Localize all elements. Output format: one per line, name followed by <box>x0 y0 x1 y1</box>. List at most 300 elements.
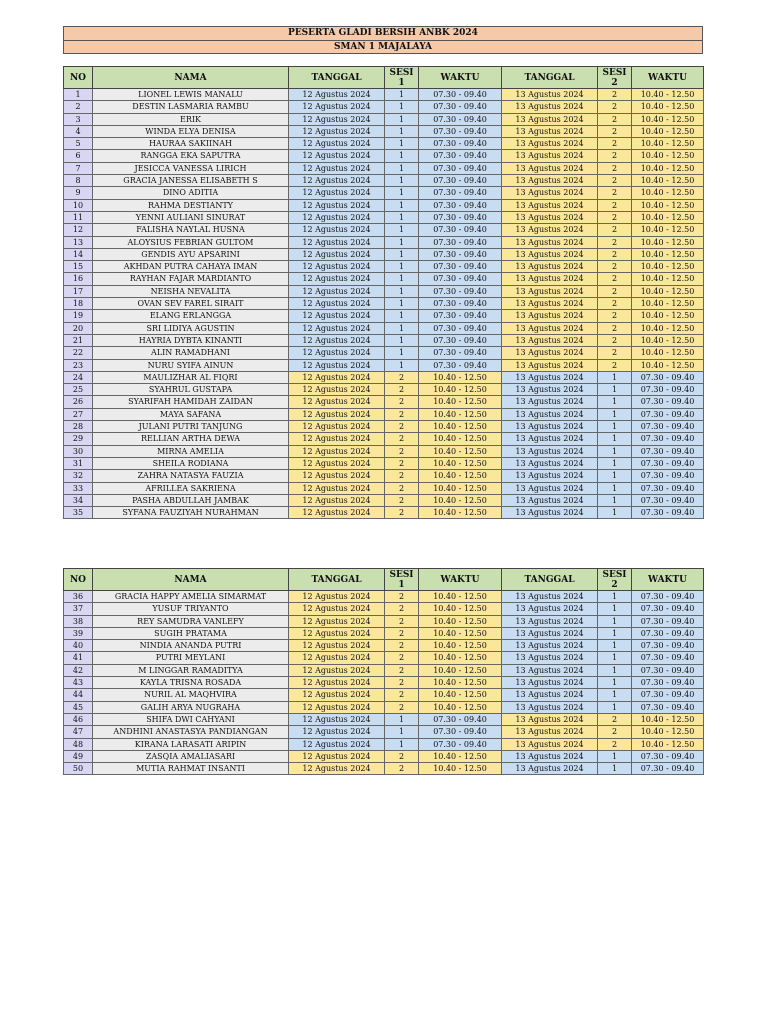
cell-waktu-1: 07.30 - 09.40 <box>419 125 502 137</box>
cell-tanggal-1: 12 Agustus 2024 <box>289 713 385 725</box>
cell-no: 39 <box>64 627 93 639</box>
cell-waktu-1: 07.30 - 09.40 <box>419 298 502 310</box>
cell-tanggal-2: 13 Agustus 2024 <box>502 162 598 174</box>
cell-tanggal-2: 13 Agustus 2024 <box>502 248 598 260</box>
cell-tanggal-1: 12 Agustus 2024 <box>289 652 385 664</box>
cell-waktu-2: 10.40 - 12.50 <box>632 89 704 101</box>
cell-no: 18 <box>64 298 93 310</box>
cell-no: 22 <box>64 347 93 359</box>
header-tanggal-2: TANGGAL <box>502 569 598 591</box>
cell-nama: JESICCA VANESSA LIRICH <box>93 162 289 174</box>
cell-waktu-1: 07.30 - 09.40 <box>419 113 502 125</box>
table-row <box>64 175 704 187</box>
cell-waktu-2: 10.40 - 12.50 <box>632 322 704 334</box>
cell-nama: M LINGGAR RAMADITYA <box>93 664 289 676</box>
cell-waktu-1: 10.40 - 12.50 <box>419 384 502 396</box>
cell-sesi-2: 1 <box>598 615 632 627</box>
cell-tanggal-2: 13 Agustus 2024 <box>502 224 598 236</box>
cell-waktu-1: 07.30 - 09.40 <box>419 713 502 725</box>
cell-waktu-1: 07.30 - 09.40 <box>419 89 502 101</box>
cell-tanggal-1: 12 Agustus 2024 <box>289 421 385 433</box>
cell-sesi-1: 2 <box>385 457 419 469</box>
header-waktu-2: WAKTU <box>632 67 704 89</box>
table-row <box>64 615 704 627</box>
cell-no: 43 <box>64 677 93 689</box>
cell-nama: FALISHA NAYLAL HUSNA <box>93 224 289 236</box>
cell-sesi-2: 2 <box>598 101 632 113</box>
cell-tanggal-1: 12 Agustus 2024 <box>289 763 385 775</box>
cell-waktu-1: 07.30 - 09.40 <box>419 138 502 150</box>
cell-nama: RELLIAN ARTHA DEWA <box>93 433 289 445</box>
cell-tanggal-1: 12 Agustus 2024 <box>289 187 385 199</box>
cell-nama: GALIH ARYA NUGRAHA <box>93 701 289 713</box>
cell-no: 5 <box>64 138 93 150</box>
cell-tanggal-1: 12 Agustus 2024 <box>289 150 385 162</box>
cell-no: 14 <box>64 248 93 260</box>
cell-tanggal-2: 13 Agustus 2024 <box>502 591 598 603</box>
cell-waktu-1: 10.40 - 12.50 <box>419 750 502 762</box>
cell-sesi-1: 2 <box>385 689 419 701</box>
table-row <box>64 750 704 762</box>
cell-waktu-2: 10.40 - 12.50 <box>632 199 704 211</box>
cell-waktu-1: 10.40 - 12.50 <box>419 396 502 408</box>
cell-waktu-2: 10.40 - 12.50 <box>632 347 704 359</box>
cell-waktu-2: 10.40 - 12.50 <box>632 236 704 248</box>
cell-tanggal-1: 12 Agustus 2024 <box>289 750 385 762</box>
cell-sesi-2: 1 <box>598 408 632 420</box>
cell-sesi-1: 1 <box>385 125 419 137</box>
cell-nama: PASHA ABDULLAH JAMBAK <box>93 494 289 506</box>
cell-no: 23 <box>64 359 93 371</box>
cell-waktu-1: 10.40 - 12.50 <box>419 457 502 469</box>
cell-sesi-1: 1 <box>385 101 419 113</box>
table-row <box>64 677 704 689</box>
cell-no: 3 <box>64 113 93 125</box>
cell-tanggal-1: 12 Agustus 2024 <box>289 433 385 445</box>
cell-tanggal-2: 13 Agustus 2024 <box>502 689 598 701</box>
cell-waktu-2: 10.40 - 12.50 <box>632 738 704 750</box>
cell-sesi-1: 2 <box>385 603 419 615</box>
cell-waktu-1: 07.30 - 09.40 <box>419 273 502 285</box>
cell-nama: MAYA SAFANA <box>93 408 289 420</box>
cell-tanggal-2: 13 Agustus 2024 <box>502 408 598 420</box>
cell-nama: NINDIA ANANDA PUTRI <box>93 640 289 652</box>
table-row <box>64 640 704 652</box>
table-row <box>64 199 704 211</box>
cell-tanggal-1: 12 Agustus 2024 <box>289 371 385 383</box>
cell-nama: RANGGA EKA SAPUTRA <box>93 150 289 162</box>
header-sesi-2: SESI 2 <box>598 67 632 89</box>
table-row <box>64 494 704 506</box>
table-row <box>64 187 704 199</box>
cell-no: 42 <box>64 664 93 676</box>
cell-waktu-1: 10.40 - 12.50 <box>419 433 502 445</box>
table-row <box>64 507 704 519</box>
table-row <box>64 125 704 137</box>
cell-sesi-2: 1 <box>598 652 632 664</box>
table-row <box>64 652 704 664</box>
cell-no: 35 <box>64 507 93 519</box>
cell-waktu-2: 07.30 - 09.40 <box>632 615 704 627</box>
cell-waktu-2: 10.40 - 12.50 <box>632 261 704 273</box>
table-row <box>64 138 704 150</box>
cell-no: 25 <box>64 384 93 396</box>
table-row <box>64 248 704 260</box>
cell-sesi-1: 2 <box>385 396 419 408</box>
header-waktu-2: WAKTU <box>632 569 704 591</box>
cell-waktu-2: 07.30 - 09.40 <box>632 482 704 494</box>
cell-no: 26 <box>64 396 93 408</box>
cell-waktu-1: 10.40 - 12.50 <box>419 591 502 603</box>
cell-tanggal-2: 13 Agustus 2024 <box>502 384 598 396</box>
cell-sesi-2: 1 <box>598 421 632 433</box>
cell-sesi-2: 2 <box>598 125 632 137</box>
header-no: NO <box>64 67 93 89</box>
cell-sesi-1: 2 <box>385 627 419 639</box>
table-row <box>64 310 704 322</box>
cell-waktu-1: 07.30 - 09.40 <box>419 248 502 260</box>
cell-tanggal-1: 12 Agustus 2024 <box>289 211 385 223</box>
cell-waktu-1: 10.40 - 12.50 <box>419 689 502 701</box>
cell-tanggal-1: 12 Agustus 2024 <box>289 261 385 273</box>
cell-no: 41 <box>64 652 93 664</box>
cell-waktu-1: 07.30 - 09.40 <box>419 285 502 297</box>
cell-tanggal-2: 13 Agustus 2024 <box>502 763 598 775</box>
cell-sesi-1: 1 <box>385 713 419 725</box>
cell-tanggal-1: 12 Agustus 2024 <box>289 101 385 113</box>
cell-nama: GRACIA JANESSA ELISABETH S <box>93 175 289 187</box>
cell-tanggal-1: 12 Agustus 2024 <box>289 677 385 689</box>
cell-tanggal-1: 12 Agustus 2024 <box>289 113 385 125</box>
header-no: NO <box>64 569 93 591</box>
header-sesi-1: SESI 1 <box>385 569 419 591</box>
cell-tanggal-1: 12 Agustus 2024 <box>289 273 385 285</box>
cell-no: 12 <box>64 224 93 236</box>
cell-tanggal-1: 12 Agustus 2024 <box>289 138 385 150</box>
table-row <box>64 334 704 346</box>
cell-tanggal-2: 13 Agustus 2024 <box>502 652 598 664</box>
cell-tanggal-1: 12 Agustus 2024 <box>289 494 385 506</box>
cell-nama: ERIK <box>93 113 289 125</box>
cell-sesi-2: 2 <box>598 261 632 273</box>
cell-tanggal-2: 13 Agustus 2024 <box>502 322 598 334</box>
cell-tanggal-1: 12 Agustus 2024 <box>289 738 385 750</box>
cell-nama: KAYLA TRISNA ROSADA <box>93 677 289 689</box>
table-row <box>64 603 704 615</box>
cell-nama: SUGIH PRATAMA <box>93 627 289 639</box>
table-row <box>64 384 704 396</box>
cell-sesi-1: 1 <box>385 334 419 346</box>
cell-waktu-1: 07.30 - 09.40 <box>419 101 502 113</box>
cell-nama: HAYRIA DYBTA KINANTI <box>93 334 289 346</box>
cell-tanggal-1: 12 Agustus 2024 <box>289 627 385 639</box>
cell-waktu-1: 07.30 - 09.40 <box>419 322 502 334</box>
cell-no: 33 <box>64 482 93 494</box>
cell-nama: NURU SYIFA AINUN <box>93 359 289 371</box>
cell-sesi-1: 1 <box>385 285 419 297</box>
cell-tanggal-1: 12 Agustus 2024 <box>289 591 385 603</box>
table-row <box>64 285 704 297</box>
cell-tanggal-1: 12 Agustus 2024 <box>289 175 385 187</box>
cell-nama: ZAHRA NATASYA FAUZIA <box>93 470 289 482</box>
header-tanggal-1: TANGGAL <box>289 569 385 591</box>
cell-tanggal-1: 12 Agustus 2024 <box>289 359 385 371</box>
cell-waktu-1: 07.30 - 09.40 <box>419 150 502 162</box>
cell-tanggal-1: 12 Agustus 2024 <box>289 396 385 408</box>
cell-sesi-1: 1 <box>385 211 419 223</box>
cell-waktu-2: 07.30 - 09.40 <box>632 652 704 664</box>
cell-nama: REY SAMUDRA VANLEFY <box>93 615 289 627</box>
cell-sesi-1: 1 <box>385 726 419 738</box>
cell-waktu-1: 07.30 - 09.40 <box>419 162 502 174</box>
cell-sesi-1: 2 <box>385 421 419 433</box>
cell-tanggal-2: 13 Agustus 2024 <box>502 347 598 359</box>
cell-sesi-1: 1 <box>385 162 419 174</box>
cell-no: 19 <box>64 310 93 322</box>
cell-sesi-2: 2 <box>598 187 632 199</box>
cell-sesi-2: 2 <box>598 224 632 236</box>
cell-tanggal-2: 13 Agustus 2024 <box>502 396 598 408</box>
cell-no: 47 <box>64 726 93 738</box>
cell-sesi-2: 2 <box>598 334 632 346</box>
cell-sesi-1: 1 <box>385 298 419 310</box>
cell-tanggal-2: 13 Agustus 2024 <box>502 211 598 223</box>
table-row <box>64 396 704 408</box>
cell-no: 21 <box>64 334 93 346</box>
cell-sesi-1: 1 <box>385 150 419 162</box>
cell-tanggal-1: 12 Agustus 2024 <box>289 310 385 322</box>
cell-nama: OVAN SEV FAREL SIRAIT <box>93 298 289 310</box>
cell-waktu-2: 07.30 - 09.40 <box>632 591 704 603</box>
cell-sesi-2: 2 <box>598 322 632 334</box>
cell-sesi-2: 2 <box>598 199 632 211</box>
cell-tanggal-2: 13 Agustus 2024 <box>502 640 598 652</box>
cell-sesi-2: 2 <box>598 285 632 297</box>
header-waktu-1: WAKTU <box>419 569 502 591</box>
cell-waktu-2: 07.30 - 09.40 <box>632 433 704 445</box>
cell-tanggal-2: 13 Agustus 2024 <box>502 701 598 713</box>
cell-sesi-2: 2 <box>598 113 632 125</box>
cell-tanggal-2: 13 Agustus 2024 <box>502 627 598 639</box>
cell-sesi-1: 2 <box>385 433 419 445</box>
cell-waktu-2: 07.30 - 09.40 <box>632 507 704 519</box>
cell-no: 15 <box>64 261 93 273</box>
cell-sesi-1: 2 <box>385 384 419 396</box>
table-row <box>64 211 704 223</box>
cell-no: 40 <box>64 640 93 652</box>
cell-waktu-2: 10.40 - 12.50 <box>632 113 704 125</box>
cell-waktu-2: 07.30 - 09.40 <box>632 627 704 639</box>
table-row <box>64 224 704 236</box>
cell-waktu-2: 10.40 - 12.50 <box>632 273 704 285</box>
cell-waktu-1: 10.40 - 12.50 <box>419 627 502 639</box>
cell-sesi-1: 1 <box>385 89 419 101</box>
cell-sesi-2: 1 <box>598 482 632 494</box>
cell-waktu-2: 07.30 - 09.40 <box>632 640 704 652</box>
cell-sesi-2: 1 <box>598 603 632 615</box>
cell-nama: WINDA ELYA DENISA <box>93 125 289 137</box>
table-row <box>64 273 704 285</box>
table-row <box>64 627 704 639</box>
cell-tanggal-2: 13 Agustus 2024 <box>502 507 598 519</box>
cell-tanggal-2: 13 Agustus 2024 <box>502 421 598 433</box>
table-row <box>64 371 704 383</box>
cell-no: 50 <box>64 763 93 775</box>
cell-sesi-2: 1 <box>598 689 632 701</box>
table-row <box>64 433 704 445</box>
cell-no: 17 <box>64 285 93 297</box>
cell-waktu-1: 07.30 - 09.40 <box>419 726 502 738</box>
cell-waktu-2: 07.30 - 09.40 <box>632 396 704 408</box>
cell-sesi-2: 2 <box>598 150 632 162</box>
cell-nama: ZASQIA AMALIASARI <box>93 750 289 762</box>
table-row <box>64 482 704 494</box>
cell-sesi-1: 1 <box>385 224 419 236</box>
cell-waktu-1: 10.40 - 12.50 <box>419 677 502 689</box>
header-tanggal-2: TANGGAL <box>502 67 598 89</box>
table-row <box>64 726 704 738</box>
cell-nama: SHEILA RODIANA <box>93 457 289 469</box>
table-row <box>64 664 704 676</box>
cell-waktu-2: 07.30 - 09.40 <box>632 457 704 469</box>
cell-tanggal-1: 12 Agustus 2024 <box>289 298 385 310</box>
cell-nama: MUTIA RAHMAT INSANTI <box>93 763 289 775</box>
cell-tanggal-2: 13 Agustus 2024 <box>502 334 598 346</box>
cell-waktu-1: 07.30 - 09.40 <box>419 236 502 248</box>
table-row <box>64 150 704 162</box>
cell-waktu-1: 07.30 - 09.40 <box>419 334 502 346</box>
cell-tanggal-2: 13 Agustus 2024 <box>502 150 598 162</box>
table-row <box>64 763 704 775</box>
cell-tanggal-1: 12 Agustus 2024 <box>289 640 385 652</box>
cell-no: 29 <box>64 433 93 445</box>
cell-sesi-1: 2 <box>385 507 419 519</box>
cell-nama: HAURAA SAKIINAH <box>93 138 289 150</box>
cell-sesi-2: 2 <box>598 347 632 359</box>
cell-sesi-1: 2 <box>385 750 419 762</box>
cell-sesi-1: 1 <box>385 322 419 334</box>
cell-waktu-2: 07.30 - 09.40 <box>632 371 704 383</box>
cell-waktu-2: 10.40 - 12.50 <box>632 359 704 371</box>
cell-waktu-1: 10.40 - 12.50 <box>419 507 502 519</box>
cell-sesi-1: 1 <box>385 187 419 199</box>
cell-tanggal-2: 13 Agustus 2024 <box>502 457 598 469</box>
cell-no: 30 <box>64 445 93 457</box>
header-waktu-1: WAKTU <box>419 67 502 89</box>
cell-sesi-1: 2 <box>385 470 419 482</box>
cell-waktu-2: 10.40 - 12.50 <box>632 125 704 137</box>
cell-waktu-1: 10.40 - 12.50 <box>419 701 502 713</box>
cell-sesi-2: 2 <box>598 175 632 187</box>
cell-nama: ELANG ERLANGGA <box>93 310 289 322</box>
cell-waktu-2: 10.40 - 12.50 <box>632 211 704 223</box>
cell-no: 31 <box>64 457 93 469</box>
cell-waktu-2: 07.30 - 09.40 <box>632 677 704 689</box>
table-header-row <box>64 569 704 591</box>
cell-waktu-2: 10.40 - 12.50 <box>632 138 704 150</box>
cell-waktu-2: 10.40 - 12.50 <box>632 101 704 113</box>
cell-sesi-2: 1 <box>598 371 632 383</box>
cell-sesi-1: 2 <box>385 677 419 689</box>
cell-tanggal-2: 13 Agustus 2024 <box>502 470 598 482</box>
cell-waktu-1: 10.40 - 12.50 <box>419 664 502 676</box>
cell-sesi-2: 1 <box>598 470 632 482</box>
cell-waktu-2: 07.30 - 09.40 <box>632 421 704 433</box>
cell-tanggal-1: 12 Agustus 2024 <box>289 162 385 174</box>
cell-waktu-2: 10.40 - 12.50 <box>632 224 704 236</box>
cell-waktu-2: 07.30 - 09.40 <box>632 750 704 762</box>
cell-tanggal-2: 13 Agustus 2024 <box>502 273 598 285</box>
cell-no: 38 <box>64 615 93 627</box>
cell-waktu-1: 10.40 - 12.50 <box>419 494 502 506</box>
cell-tanggal-2: 13 Agustus 2024 <box>502 738 598 750</box>
table-row <box>64 347 704 359</box>
cell-sesi-2: 1 <box>598 433 632 445</box>
table-row <box>64 101 704 113</box>
cell-waktu-1: 07.30 - 09.40 <box>419 738 502 750</box>
cell-tanggal-1: 12 Agustus 2024 <box>289 701 385 713</box>
table-body <box>64 591 704 775</box>
cell-sesi-2: 1 <box>598 591 632 603</box>
cell-sesi-2: 2 <box>598 211 632 223</box>
cell-waktu-1: 10.40 - 12.50 <box>419 445 502 457</box>
cell-sesi-2: 1 <box>598 701 632 713</box>
cell-nama: LIONEL LEWIS MANALU <box>93 89 289 101</box>
cell-tanggal-2: 13 Agustus 2024 <box>502 726 598 738</box>
cell-waktu-2: 10.40 - 12.50 <box>632 285 704 297</box>
cell-tanggal-2: 13 Agustus 2024 <box>502 359 598 371</box>
cell-tanggal-1: 12 Agustus 2024 <box>289 125 385 137</box>
cell-sesi-2: 1 <box>598 763 632 775</box>
cell-tanggal-2: 13 Agustus 2024 <box>502 371 598 383</box>
cell-nama: ALIN RAMADHANI <box>93 347 289 359</box>
cell-sesi-2: 2 <box>598 162 632 174</box>
cell-no: 48 <box>64 738 93 750</box>
cell-tanggal-1: 12 Agustus 2024 <box>289 199 385 211</box>
cell-no: 24 <box>64 371 93 383</box>
cell-nama: AFRILLEA SAKRIENA <box>93 482 289 494</box>
cell-waktu-2: 07.30 - 09.40 <box>632 689 704 701</box>
cell-tanggal-2: 13 Agustus 2024 <box>502 285 598 297</box>
cell-waktu-2: 07.30 - 09.40 <box>632 494 704 506</box>
cell-sesi-2: 2 <box>598 726 632 738</box>
cell-sesi-2: 1 <box>598 457 632 469</box>
cell-sesi-1: 1 <box>385 248 419 260</box>
cell-nama: JULANI PUTRI TANJUNG <box>93 421 289 433</box>
table-row <box>64 738 704 750</box>
cell-sesi-1: 2 <box>385 591 419 603</box>
cell-tanggal-1: 12 Agustus 2024 <box>289 445 385 457</box>
cell-nama: MAULIZHAR AL FIQRI <box>93 371 289 383</box>
header-nama: NAMA <box>93 67 289 89</box>
cell-waktu-1: 10.40 - 12.50 <box>419 470 502 482</box>
cell-no: 20 <box>64 322 93 334</box>
cell-tanggal-2: 13 Agustus 2024 <box>502 199 598 211</box>
cell-tanggal-1: 12 Agustus 2024 <box>289 689 385 701</box>
cell-waktu-2: 10.40 - 12.50 <box>632 150 704 162</box>
cell-tanggal-2: 13 Agustus 2024 <box>502 261 598 273</box>
cell-sesi-1: 1 <box>385 347 419 359</box>
cell-sesi-1: 2 <box>385 664 419 676</box>
cell-nama: SYARIFAH HAMIDAH ZAIDAN <box>93 396 289 408</box>
cell-waktu-2: 10.40 - 12.50 <box>632 162 704 174</box>
cell-waktu-1: 07.30 - 09.40 <box>419 211 502 223</box>
table-row <box>64 421 704 433</box>
cell-sesi-1: 2 <box>385 701 419 713</box>
cell-no: 37 <box>64 603 93 615</box>
cell-tanggal-1: 12 Agustus 2024 <box>289 334 385 346</box>
cell-waktu-2: 07.30 - 09.40 <box>632 763 704 775</box>
